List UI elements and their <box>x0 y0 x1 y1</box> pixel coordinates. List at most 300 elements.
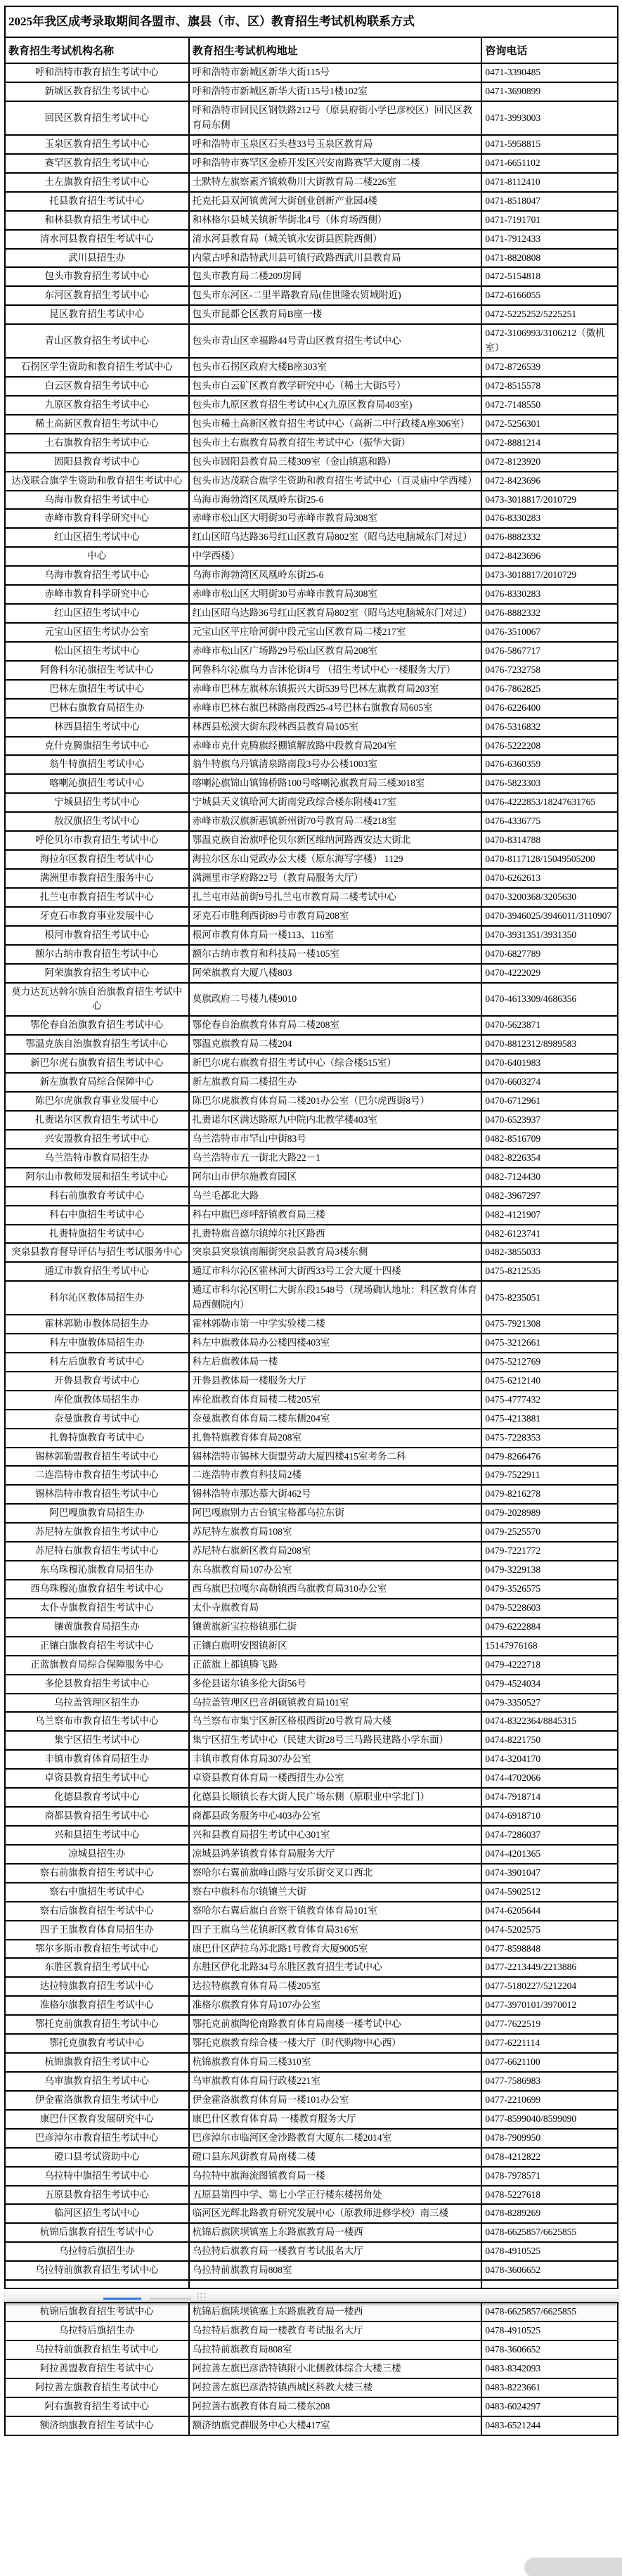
table-row <box>5 491 618 510</box>
org-address-cell: 卓资县教育体育局一楼西招生办公室 <box>189 1769 482 1788</box>
org-phone-cell: 0482-4121907 <box>481 1206 618 1225</box>
table-row <box>5 2148 618 2167</box>
org-address-cell: 乌拉特后旗教育局一楼教育考试报名大厅 <box>189 2321 482 2340</box>
org-name-cell: 鄂托克旗教育考试中心 <box>5 2034 189 2053</box>
org-phone-cell: 0478-3606652 <box>481 2340 618 2359</box>
org-phone-cell: 0470-6712961 <box>481 1092 618 1111</box>
org-phone-cell: 0477-8599040/8599090 <box>481 2110 618 2129</box>
org-name-cell: 突泉县教育督导评估与招生考试服务中心 <box>5 1243 189 1262</box>
table-row <box>5 1372 618 1391</box>
org-name-cell: 根河市教育招生考试中心 <box>5 926 189 945</box>
org-name-cell: 赛罕区教育招生考试中心 <box>5 154 189 173</box>
org-name-cell: 准格尔旗教育招生考试中心 <box>5 1996 189 2015</box>
org-phone-cell: 0478-7978571 <box>481 2167 618 2186</box>
org-name-cell: 乌拉特前旗教育招生考试中心 <box>5 2261 189 2280</box>
table-row <box>5 2261 618 2280</box>
org-phone-cell: 0476-6226400 <box>481 699 618 718</box>
org-address-cell: 凉城县鸿茅镇教育体育局服务大厅 <box>189 1845 482 1864</box>
header-org-address: 教育招生考试机构地址 <box>189 37 482 63</box>
org-phone-cell: 0471-7191701 <box>481 211 618 230</box>
org-address-cell: 扎赉诺尔区满达路原九中院内北教学楼403室 <box>189 1111 482 1130</box>
org-phone-cell: 0470-3946025/3946011/3110907 <box>481 907 618 926</box>
org-address-cell: 乌海市海勃湾区凤凰岭东街25-6 <box>189 491 482 510</box>
org-phone-cell: 0475-6212140 <box>481 1372 618 1391</box>
table-row <box>5 718 618 737</box>
org-address-cell: 赤峰市敖汉旗新惠镇新州街70号教育局二楼218室 <box>189 812 482 831</box>
org-phone-cell: 0476-8882332 <box>481 528 618 547</box>
org-phone-cell: 0482-3855033 <box>481 1243 618 1262</box>
org-phone-cell: 0470-6262613 <box>481 869 618 888</box>
org-name-cell: 中心 <box>5 547 189 566</box>
table-row <box>5 1168 618 1187</box>
org-address-cell: 鄂伦春自治旗教育体育局二楼208室 <box>189 1016 482 1035</box>
org-name-cell: 牙克石市教育事业发展中心 <box>5 907 189 926</box>
table-row <box>5 1618 618 1637</box>
table-row <box>5 869 618 888</box>
table-row <box>5 642 618 661</box>
org-name-cell: 东河区教育招生考试中心 <box>5 286 189 305</box>
org-phone-cell: 0471-7912433 <box>481 230 618 249</box>
org-address-cell: 赤峰市松山区大明街30号赤峰市教育局308室 <box>189 509 482 528</box>
org-address-cell: 喀喇沁旗锦山镇锦桥路100号喀喇沁旗教育局三楼3018室 <box>189 774 482 793</box>
org-name-cell: 新城区教育招生考试中心 <box>5 82 189 101</box>
org-phone-cell: 0472-8881214 <box>481 434 618 453</box>
table-row <box>5 324 618 358</box>
org-phone-cell: 0479-3350527 <box>481 1694 618 1713</box>
org-address-cell <box>189 2280 482 2288</box>
org-address-cell: 乌审旗教育体育局行政楼221室 <box>189 2072 482 2091</box>
table-row <box>5 1561 618 1580</box>
org-address-cell: 额济纳旗党群服务中心大楼417室 <box>189 2416 482 2435</box>
table-row <box>5 2223 618 2242</box>
org-name-cell: 太仆寺旗教育招生考试中心 <box>5 1599 189 1618</box>
table-row <box>5 528 618 547</box>
org-name-cell: 丰镇市教育体育局招生办 <box>5 1750 189 1769</box>
table-row <box>5 1826 618 1845</box>
floating-widget-remnant <box>525 2558 622 2576</box>
org-name-cell: 九原区教育招生考试中心 <box>5 396 189 415</box>
org-phone-cell: 0474-5902512 <box>481 1883 618 1902</box>
org-address-cell: 陈巴尔虎旗教育体育局二楼201办公室（巴尔虎西街8号） <box>189 1092 482 1111</box>
org-address-cell: 乌拉特前旗教育局808室 <box>189 2261 482 2280</box>
org-name-cell: 玉泉区教育招生考试中心 <box>5 135 189 154</box>
org-address-cell: 苏尼特右旗新区教育局208室 <box>189 1542 482 1561</box>
table-row <box>5 1092 618 1111</box>
org-address-cell: 扎兰屯市站前街9号扎兰屯市教育局二楼考试中心 <box>189 888 482 907</box>
org-phone-cell: 0474-7286037 <box>481 1826 618 1845</box>
org-phone-cell: 0478-8289269 <box>481 2204 618 2223</box>
table-row <box>5 2110 618 2129</box>
org-phone-cell: 0478-4212822 <box>481 2148 618 2167</box>
org-address-cell: 赤峰市松山区广场路29号松山区教育局208室 <box>189 642 482 661</box>
table-row <box>5 699 618 718</box>
org-address-cell: 包头市白云矿区教育教学研究中心（稀土大街5号） <box>189 377 482 396</box>
org-name-cell: 克什克腾旗招生考试中心 <box>5 737 189 756</box>
org-name-cell: 元宝山区招生考试办公室 <box>5 623 189 642</box>
org-name-cell: 镶黄旗教育局招生办 <box>5 1618 189 1637</box>
table-row <box>5 396 618 415</box>
org-name-cell: 兴和县招生考试中心 <box>5 1826 189 1845</box>
org-phone-cell: 0479-6222884 <box>481 1618 618 1637</box>
org-address-cell: 包头市达茂联合旗学生资助和教育招生考试中心（百灵庙中学西楼） <box>189 472 482 491</box>
org-address-cell: 赤峰市松山区大明街30号赤峰市教育局308室 <box>189 585 482 604</box>
org-phone-cell: 0476-8330283 <box>481 585 618 604</box>
org-address-cell: 太仆寺旗教育局 <box>189 1599 482 1618</box>
org-name-cell: 石拐区学生资助和教育招生考试中心 <box>5 358 189 377</box>
org-phone-cell: 0470-8314788 <box>481 831 618 850</box>
org-address-cell: 呼和浩特市新城区新华大街115号 <box>189 63 482 82</box>
org-name-cell: 乌拉特后旗招生办 <box>5 2321 189 2340</box>
org-address-cell: 阿拉善左旗巴彦浩特镇附小北侧教体综合大楼三楼 <box>189 2359 482 2378</box>
org-name-cell: 乌海市教育招生考试中心 <box>5 566 189 585</box>
table-row <box>5 415 618 434</box>
org-name-cell: 乌兰察布市教育招生考试中心 <box>5 1712 189 1731</box>
table-row <box>5 888 618 907</box>
org-phone-cell: 0473-3018817/2010729 <box>481 566 618 585</box>
org-name-cell: 通辽市教育招生考试中心 <box>5 1262 189 1281</box>
org-address-cell: 呼和浩特市回民区钢铁路212号（原县府街小学巴彦校区）回民区教育局东侧 <box>189 101 482 135</box>
org-phone-cell: 0479-4524034 <box>481 1675 618 1694</box>
org-name-cell: 白云区教育招生考试中心 <box>5 377 189 396</box>
org-name-cell: 商都县教育招生考试中心 <box>5 1807 189 1826</box>
org-address-cell: 西乌旗巴拉嘎尔高勒镇西乌旗教育局310办公室 <box>189 1580 482 1599</box>
table-body <box>5 63 618 2435</box>
seam-gray-indicator <box>150 2298 191 2300</box>
org-address-cell: 乌海市海勃湾区凤凰岭东街25-6 <box>189 566 482 585</box>
table-row <box>5 2416 618 2435</box>
org-address-cell: 阿尔山市伊尔施教育园区 <box>189 1168 482 1187</box>
org-phone-cell: 0483-6521244 <box>481 2416 618 2435</box>
org-address-cell: 阿鲁科尔沁旗乌力吉沐伦街4号 （招生考试中心一楼服务大厅） <box>189 661 482 680</box>
org-name-cell: 察右后旗教育招生考试中心 <box>5 1902 189 1921</box>
table-row <box>5 566 618 585</box>
org-name-cell: 回民区教育招生考试中心 <box>5 101 189 135</box>
org-name-cell: 额尔古纳市教育招生考试中心 <box>5 945 189 964</box>
org-address-cell: 阿荣旗教育大厦八楼803 <box>189 964 482 983</box>
org-address-cell: 奈曼旗教育体育局二楼东侧204室 <box>189 1410 482 1429</box>
org-name-cell: 科左后旗教育考试中心 <box>5 1353 189 1372</box>
org-phone-cell: 0479-2525570 <box>481 1523 618 1542</box>
table-row <box>5 82 618 101</box>
org-name-cell: 锡林郭勒盟教育招生考试中心 <box>5 1448 189 1467</box>
table-row <box>5 812 618 831</box>
org-address-cell: 乌兰毛都北大路 <box>189 1187 482 1206</box>
table-row <box>5 737 618 756</box>
org-name-cell: 科右中旗招生考试中心 <box>5 1206 189 1225</box>
org-address-cell: 呼和浩特市玉泉区石头巷33号玉泉区教育局 <box>189 135 482 154</box>
ghost-row-artifact <box>5 547 618 566</box>
org-name-cell: 新巴尔虎右旗教育招生考试中心 <box>5 1054 189 1073</box>
org-name-cell: 满洲里市教育招生服务中心 <box>5 869 189 888</box>
org-address-cell: 包头市土右旗教育局教育招生考试中心（振华大街） <box>189 434 482 453</box>
org-phone-cell: 0477-8598848 <box>481 1940 618 1959</box>
org-phone-cell: 0471-5958815 <box>481 135 618 154</box>
org-name-cell: 巴林左旗招生考试中心 <box>5 680 189 699</box>
table-row <box>5 377 618 396</box>
org-name-cell: 额济纳旗教育招生考试中心 <box>5 2416 189 2435</box>
org-name-cell: 武川县招生办 <box>5 249 189 268</box>
table-row <box>5 945 618 964</box>
org-phone-cell: 0475-7921308 <box>481 1315 618 1334</box>
org-name-cell: 巴彦淖尔市教育招生考试中心 <box>5 2129 189 2148</box>
org-address-cell: 赤峰市巴林右旗巴林路南段西25-4号巴林右旗教育局605室 <box>189 699 482 718</box>
org-name-cell: 乌审旗教育招生考试中心 <box>5 2072 189 2091</box>
org-name-cell: 新左旗教育局综合保障中心 <box>5 1073 189 1092</box>
table-row <box>5 1073 618 1092</box>
table-row <box>5 1675 618 1694</box>
org-address-cell: 海拉尔区东山党政办公大楼（原东海写字楼） 1129 <box>189 850 482 869</box>
org-address-cell: 和林格尔县城关镇新华街北4号（体育场西侧） <box>189 211 482 230</box>
org-phone-cell: 0470-8117128/15049505200 <box>481 850 618 869</box>
table-row <box>5 755 618 774</box>
org-address-cell: 科左后旗教体局一楼 <box>189 1353 482 1372</box>
org-phone-cell: 0475-5212769 <box>481 1353 618 1372</box>
org-name-cell: 红山区招生考试中心 <box>5 528 189 547</box>
org-phone-cell: 0478-3606652 <box>481 2261 618 2280</box>
org-address-cell: 临河区光辉北路教育研究发展中心（原教师进修学校）南三楼 <box>189 2204 482 2223</box>
org-phone-cell: 0476-4336775 <box>481 812 618 831</box>
org-phone-cell: 0479-4222718 <box>481 1656 618 1675</box>
org-name-cell: 凉城县招生办 <box>5 1845 189 1864</box>
org-address-cell: 五原县第四中学、第七小学正行楼东楼拐角处 <box>189 2186 482 2205</box>
table-row <box>5 1353 618 1372</box>
org-address-cell: 伊金霍洛旗教育体育局一楼101办公室 <box>189 2091 482 2110</box>
org-name-cell: 昆区教育招生考试中心 <box>5 305 189 324</box>
table-row <box>5 2204 618 2223</box>
table-row <box>5 2053 618 2072</box>
org-address-cell: 科左中旗教体局办公楼四楼403室 <box>189 1334 482 1353</box>
org-name-cell: 乌拉特中旗招生考试中心 <box>5 2167 189 2186</box>
org-phone-cell: 0474-8221750 <box>481 1731 618 1750</box>
org-phone-cell: 0477-6621100 <box>481 2053 618 2072</box>
org-phone-cell: 0479-5228603 <box>481 1599 618 1618</box>
table-row <box>5 63 618 82</box>
table-row <box>5 661 618 680</box>
org-name-cell: 西乌珠穆沁旗教育招生考试中心 <box>5 1580 189 1599</box>
org-address-cell: 杭锦后旗陕坝镇塞上东路旗教育局一楼西 <box>189 2223 482 2242</box>
org-address-cell: 阿巴嘎旗别力古台镇宝格都乌拉东街 <box>189 1504 482 1523</box>
table-row <box>5 2242 618 2261</box>
org-address-cell: 乌兰浩特市五一街北大路22－1 <box>189 1149 482 1168</box>
org-name-cell: 包头市教育招生考试中心 <box>5 267 189 286</box>
org-address-cell: 中学西楼） <box>189 547 482 566</box>
org-address-cell: 东胜区伊化北路34号东胜区教育招生考试中心 <box>189 1958 482 1977</box>
org-name-cell: 敖汉旗招生考试中心 <box>5 812 189 831</box>
org-address-cell: 赤峰市克什克腾旗经棚镇解放路中段教育局204室 <box>189 737 482 756</box>
org-phone-cell: 0472-5256301 <box>481 415 618 434</box>
org-name-cell: 海拉尔区教育招生考试中心 <box>5 850 189 869</box>
table-row <box>5 2091 618 2110</box>
org-address-cell: 察右中旗科布尔镇镶兰大街 <box>189 1883 482 1902</box>
table-row <box>5 211 618 230</box>
contact-table-sheet <box>4 6 618 2436</box>
org-phone-cell: 0479-7522911 <box>481 1466 618 1485</box>
org-phone-cell: 0476-5823303 <box>481 774 618 793</box>
org-address-cell: 化德县长顺镇长春大街人民广场东侧（原职业中学北门） <box>189 1788 482 1807</box>
org-phone-cell: 0474-3901047 <box>481 1864 618 1883</box>
org-phone-cell: 0477-3970101/3970012 <box>481 1996 618 2015</box>
org-phone-cell: 0477-2213449/2213886 <box>481 1958 618 1977</box>
org-phone-cell: 0475-3212661 <box>481 1334 618 1353</box>
table-row <box>5 101 618 135</box>
table-row <box>5 1448 618 1467</box>
org-name-cell: 兴安盟教育招生考试中心 <box>5 1130 189 1149</box>
org-name-cell: 稀土高新区教育招生考试中心 <box>5 415 189 434</box>
org-name-cell: 和林县教育招生考试中心 <box>5 211 189 230</box>
table-row <box>5 1206 618 1225</box>
org-address-cell: 商都县政务服务中心403办公室 <box>189 1807 482 1826</box>
table-row <box>5 135 618 154</box>
table-row <box>5 1542 618 1561</box>
org-address-cell: 红山区昭乌达路36号红山区教育局802室（昭乌达电脑城东门对过） <box>189 604 482 623</box>
table-row <box>5 358 618 377</box>
table-row <box>5 1149 618 1168</box>
seam-band <box>5 2289 618 2302</box>
org-phone-cell: 0472-8423696 <box>481 547 618 566</box>
org-name-cell: 康巴什区教育发展研究中心 <box>5 2110 189 2129</box>
org-name-cell: 鄂温克族自治旗教育招生考试中心 <box>5 1035 189 1054</box>
org-name-cell: 库伦旗教体局招生办 <box>5 1391 189 1410</box>
org-phone-cell: 0472-8515578 <box>481 377 618 396</box>
org-phone-cell: 0472-8423696 <box>481 472 618 491</box>
table-row <box>5 1523 618 1542</box>
org-phone-cell: 0476-5222208 <box>481 737 618 756</box>
table-row <box>5 2072 618 2091</box>
table-row <box>5 1637 618 1656</box>
org-name-cell: 赤峰市教育科学研究中心 <box>5 585 189 604</box>
org-name-cell: 科左中旗教体局招生办 <box>5 1334 189 1353</box>
org-address-cell: 康巴什区教育体育局 一楼教育服务大厅 <box>189 2110 482 2129</box>
table-row <box>5 1845 618 1864</box>
org-phone-cell: 0474-6205644 <box>481 1902 618 1921</box>
org-address-cell: 突泉县突泉镇南厢街突泉县教育局3楼东侧 <box>189 1243 482 1262</box>
org-phone-cell: 0470-4613309/4686356 <box>481 983 618 1017</box>
table-row <box>5 983 618 1017</box>
org-phone-cell: 0474-7918714 <box>481 1788 618 1807</box>
org-phone-cell: 0479-2028989 <box>481 1504 618 1523</box>
org-phone-cell: 0471-3690899 <box>481 82 618 101</box>
org-phone-cell: 0471-6651102 <box>481 154 618 173</box>
org-name-cell: 集宁区招生考试中心 <box>5 1731 189 1750</box>
org-phone-cell: 15147976168 <box>481 1637 618 1656</box>
org-name-cell: 正镶白旗教育招生考试中心 <box>5 1637 189 1656</box>
org-name-cell: 莫力达瓦达斡尔族自治旗教育招生考试中心 <box>5 983 189 1017</box>
table-row <box>5 305 618 324</box>
org-phone-cell: 0470-6603274 <box>481 1073 618 1092</box>
org-phone-cell: 0473-3018817/2010729 <box>481 491 618 510</box>
org-name-cell: 固阳县教育考试中心 <box>5 453 189 472</box>
org-address-cell: 阿拉善右旗教育体育局二楼东208 <box>189 2397 482 2416</box>
org-phone-cell: 0472-8123920 <box>481 453 618 472</box>
table-row <box>5 1225 618 1244</box>
org-address-cell: 新左旗教育局二楼招生办 <box>189 1073 482 1092</box>
org-phone-cell <box>481 2280 618 2288</box>
org-phone-cell: 0472-7148550 <box>481 396 618 415</box>
table-row <box>5 2034 618 2053</box>
org-phone-cell: 0472-5225252/5225251 <box>481 305 618 324</box>
org-phone-cell: 0474-6918710 <box>481 1807 618 1826</box>
org-phone-cell: 0471-3390485 <box>481 63 618 82</box>
org-address-cell: 乌拉特中旗海流图镇教育局一楼 <box>189 2167 482 2186</box>
org-name-cell: 宁城县招生考试中心 <box>5 793 189 812</box>
org-phone-cell: 0479-8266476 <box>481 1448 618 1467</box>
table-row <box>5 154 618 173</box>
org-address-cell: 乌兰察布市集宁区新区格根西街20号教育局大楼 <box>189 1712 482 1731</box>
org-name-cell: 鄂伦春自治旗教育招生考试中心 <box>5 1016 189 1035</box>
org-address-cell: 鄂托克旗教育综合楼一楼大厅（时代购物中心西） <box>189 2034 482 2053</box>
org-phone-cell: 0470-3931351/3931350 <box>481 926 618 945</box>
table-row <box>5 1504 618 1523</box>
org-name-cell: 开鲁县教育考试中心 <box>5 1372 189 1391</box>
org-name-cell: 林西县招生考试中心 <box>5 718 189 737</box>
org-phone-cell: 0476-3510067 <box>481 623 618 642</box>
org-phone-cell: 0470-5623871 <box>481 1016 618 1035</box>
org-name-cell: 青山区教育招生考试中心 <box>5 324 189 358</box>
org-address-cell: 阿拉善左旗巴彦浩特镇西城区科教大楼三楼 <box>189 2378 482 2397</box>
table-row <box>5 2303 618 2321</box>
org-address-cell: 清水河县教育局（城关镇永安街县医院西侧） <box>189 230 482 249</box>
org-address-cell: 锡林浩特市那达慕大街462号 <box>189 1485 482 1504</box>
org-name-cell: 东乌珠穆沁旗教育局招生办 <box>5 1561 189 1580</box>
table-row <box>5 793 618 812</box>
org-address-cell: 锡林浩特市锡林大街盟劳动大厦四楼415室考务二科 <box>189 1448 482 1467</box>
table-row <box>5 1016 618 1035</box>
org-phone-cell: 0475-7228353 <box>481 1429 618 1448</box>
page-title: 2025年我区成考录取期间各盟市、旗县（市、区）教育招生考试机构联系方式 <box>5 6 618 37</box>
org-name-cell: 陈巴尔虎旗教育事业发展中心 <box>5 1092 189 1111</box>
org-phone-cell: 0476-8882332 <box>481 604 618 623</box>
org-name-cell: 松山区招生考试中心 <box>5 642 189 661</box>
table-row <box>5 1996 618 2015</box>
org-address-cell: 鄂温克旗教育局二楼204 <box>189 1035 482 1054</box>
org-name-cell: 察右中旗招生考试中心 <box>5 1883 189 1902</box>
table-row <box>5 1262 618 1281</box>
org-address-cell: 土默特左旗察素齐镇敕勒川大街教育局二楼226室 <box>189 173 482 192</box>
org-address-cell: 四子王旗乌兰花镇新区教育体育局316室 <box>189 1921 482 1940</box>
org-name-cell: 伊金霍洛旗教育招生考试中心 <box>5 2091 189 2110</box>
empty-row <box>5 2280 618 2288</box>
header-row <box>5 37 618 63</box>
org-phone-cell: 0478-4910525 <box>481 2321 618 2340</box>
table-row <box>5 1054 618 1073</box>
table-row <box>5 2321 618 2340</box>
org-name-cell: 奈曼旗教育考试中心 <box>5 1410 189 1429</box>
org-phone-cell: 0471-8518047 <box>481 192 618 211</box>
org-address-cell: 包头市稀土高新区教育招生考试中心（高新二中行政楼A座306室） <box>189 415 482 434</box>
org-address-cell: 呼和浩特市赛罕区金桥开发区兴安南路赛罕大厦南二楼 <box>189 154 482 173</box>
table-row <box>5 286 618 305</box>
org-name-cell: 多伦县教育招生考试中心 <box>5 1675 189 1694</box>
org-phone-cell: 0479-3526575 <box>481 1580 618 1599</box>
org-name-cell: 乌海市教育招生考试中心 <box>5 491 189 510</box>
org-address-cell: 翁牛特旗乌丹镇清泉路南段3号办公楼1003室 <box>189 755 482 774</box>
org-name-cell: 杭锦后旗教育招生考试中心 <box>5 2223 189 2242</box>
org-address-cell: 包头市教育局二楼209房间 <box>189 267 482 286</box>
org-name-cell: 清水河县教育招生考试中心 <box>5 230 189 249</box>
org-name-cell: 阿鲁科尔沁旗招生考试中心 <box>5 661 189 680</box>
table-row <box>5 1750 618 1769</box>
org-name-cell: 巴林右旗教育局招生办 <box>5 699 189 718</box>
table-row <box>5 774 618 793</box>
table-row <box>5 472 618 491</box>
org-phone-cell: 0470-6827789 <box>481 945 618 964</box>
org-address-cell: 扎赉特旗音德尔镇绰尔社区路西 <box>189 1225 482 1244</box>
org-phone-cell: 0472-3106993/3106212（微机室） <box>481 324 618 358</box>
org-address-cell: 包头市固阳县教育局三楼309室（金山镇惠和路） <box>189 453 482 472</box>
org-name-cell: 阿尔山市教师发展和招生考试中心 <box>5 1168 189 1187</box>
stitch-seam-artifact <box>5 2288 618 2303</box>
org-phone-cell: 0471-8820808 <box>481 249 618 268</box>
